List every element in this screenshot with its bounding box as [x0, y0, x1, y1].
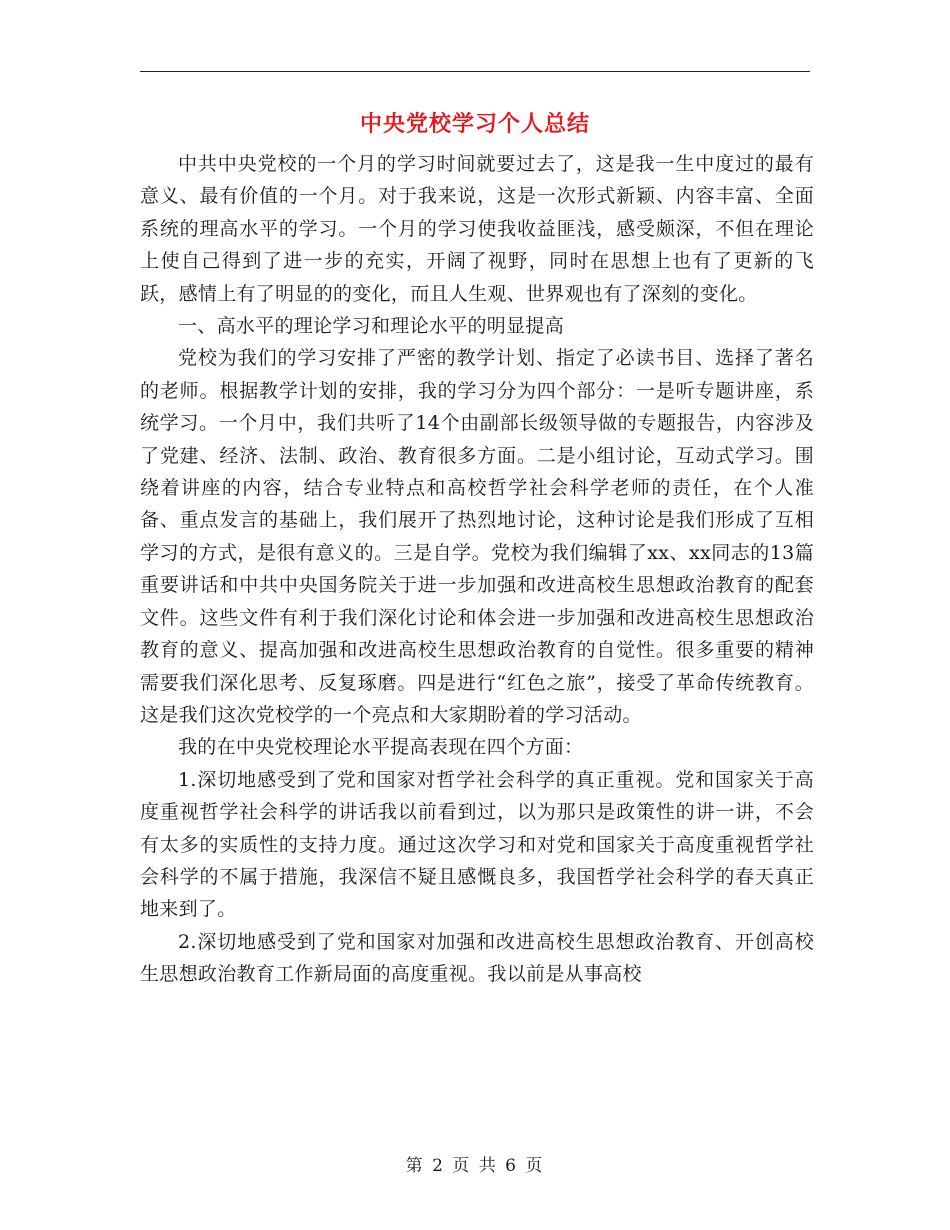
paragraph-study-arrangement: 党校为我们的学习安排了严密的教学计划、指定了必读书目、选择了著名的老师。根据教学计划的安排，我的学习分为四个部分：一是听专题讲座，系统学习。一个月中，我们共听了14个由副部长级领导做的专题报告，内容涉及了党建、经济、法制、政治、教育很多方面。二是小组讨论，互动式学习。围绕着讲座的内容，结合专业特点和高校哲学社会科学老师的责任，在个人准备、重点发言的基础上，我们展开了热烈地讨论，这种讨论是我们形成了互相学习的方式，是很有意义的。三是自学。党校为我们编辑了xx、xx同志的13篇重要讲话和中共中央国务院关于进一步加强和改进高校生思想政治教育的配套文件。这些文件有利于我们深化讨论和体会进一步加强和改进高校生思想政治教育的意义、提高加强和改进高校生思想政治教育的自觉性。很多重要的精神需要我们深化思考、反复琢磨。四是进行“红色之旅”，接受了革命传统教育。这是我们这次党校学的一个亮点和大家期盼着的学习活动。	[140, 347, 814, 726]
page-footer: 第 2 页 共 6 页	[405, 1156, 545, 1176]
paragraph-four-aspects: 我的在中央党校理论水平提高表现在四个方面：	[178, 736, 584, 759]
section-heading-1: 一、高水平的理论学习和理论水平的明显提高	[178, 315, 565, 338]
paragraph-intro: 中共中央党校的一个月的学习时间就要过去了，这是我一生中度过的最有意义、最有价值的一个月。对于我来说，这是一次形式新颖、内容丰富、全面系统的理高水平的学习。一个月的学习使我收益匪浅，感受颇深，不但在理论上使自己得到了进一步的充实，开阔了视野，同时在思想上也有了更新的飞跃，感情上有了明显的的变化，而且人生观、世界观也有了深刻的变化。	[140, 153, 814, 305]
document-title: 中央党校学习个人总结	[359, 112, 590, 137]
paragraph-point-1: 1.深切地感受到了党和国家对哲学社会科学的真正重视。党和国家关于高度重视哲学社会科学的讲话我以前看到过，以为那只是政策性的讲一讲，不会有太多的实质性的支持力度。通过这次学习和对党和国家关于高度重视哲学社会科学的不属于措施，我深信不疑且感慨良多，我国哲学社会科学的春天真正地来到了。	[140, 768, 814, 921]
header-rule	[140, 71, 810, 72]
document-body	[140, 148, 814, 991]
paragraph-point-2: 2.深切地感受到了党和国家对加强和改进高校生思想政治教育、开创高校生思想政治教育工作新局面的高度重视。我以前是从事高校	[140, 930, 814, 986]
